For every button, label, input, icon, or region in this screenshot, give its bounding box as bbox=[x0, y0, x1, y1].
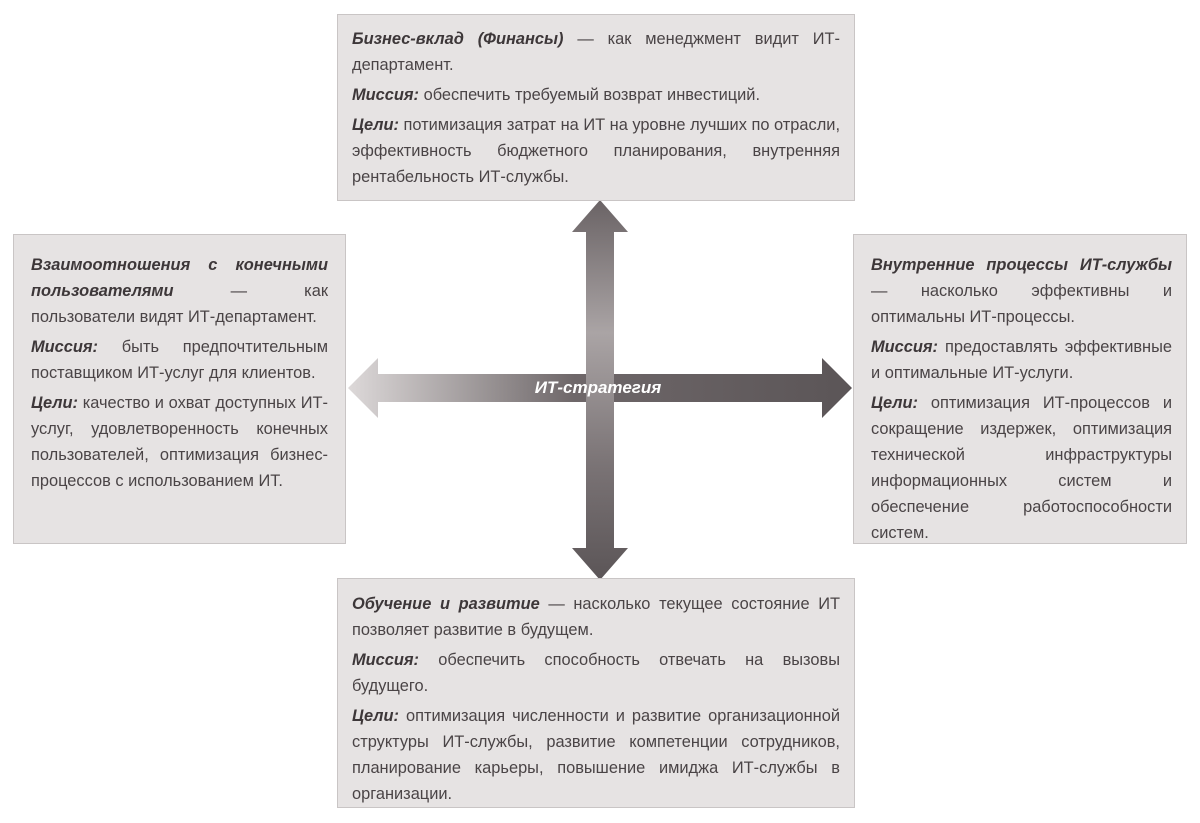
learning-perspective-box bbox=[337, 578, 855, 808]
internal-title: Внутренние процессы ИТ-службы bbox=[871, 256, 1172, 274]
learning-description: Обучение и развитие — насколько текущее состояние ИТ позволяет развитие в будущем. bbox=[352, 595, 840, 639]
customer-perspective-box bbox=[13, 234, 346, 544]
customer-description: Взаимоотношения с конечными пользователями — как пользователи видят ИТ-департамент. bbox=[31, 256, 328, 326]
customer-goals: Цели: качество и охват доступных ИТ-услуг, удовлетворенность конечных пользователей, оптимизация бизнес-процессов с использованием ИТ. bbox=[31, 394, 328, 490]
internal-goals: Цели: оптимизация ИТ-процессов и сокращение издержек, оптимизация технической инфраструктуры информационных систем и обеспечение работоспособности систем. bbox=[871, 394, 1172, 542]
learning-mission: Миссия: обеспечить способность отвечать на вызовы будущего. bbox=[352, 651, 840, 695]
customer-title: Взаимоотношения с конечными пользователями bbox=[31, 256, 328, 300]
finance-description: Бизнес-вклад (Финансы) — как менеджмент видит ИТ-департамент. bbox=[352, 30, 840, 74]
internal-process-perspective-box bbox=[853, 234, 1187, 544]
finance-goals: Цели: потимизация затрат на ИТ на уровне лучших по отрасли, эффективность бюджетного планирования, внутренняя рентабельность ИТ-службы. bbox=[352, 116, 840, 186]
internal-description: Внутренние процессы ИТ-службы — насколько эффективны и оптимальны ИТ-процессы. bbox=[871, 256, 1172, 326]
finance-perspective-box bbox=[337, 14, 855, 201]
it-strategy-label: ИТ-стратегия bbox=[534, 378, 662, 397]
learning-goals: Цели: оптимизация численности и развитие организационной структуры ИТ-службы, развитие компетенции сотрудников, планирование карьеры, повышение имиджа ИТ-службы в организации. bbox=[352, 707, 840, 803]
customer-mission: Миссия: быть предпочтительным поставщиком ИТ-услуг для клиентов. bbox=[31, 338, 328, 382]
finance-mission: Миссия: обеспечить требуемый возврат инвестиций. bbox=[352, 86, 760, 104]
internal-mission: Миссия: предоставлять эффективные и оптимальные ИТ-услуги. bbox=[871, 338, 1172, 382]
finance-title: Бизнес-вклад (Финансы) bbox=[352, 30, 564, 48]
learning-title: Обучение и развитие bbox=[352, 595, 540, 613]
